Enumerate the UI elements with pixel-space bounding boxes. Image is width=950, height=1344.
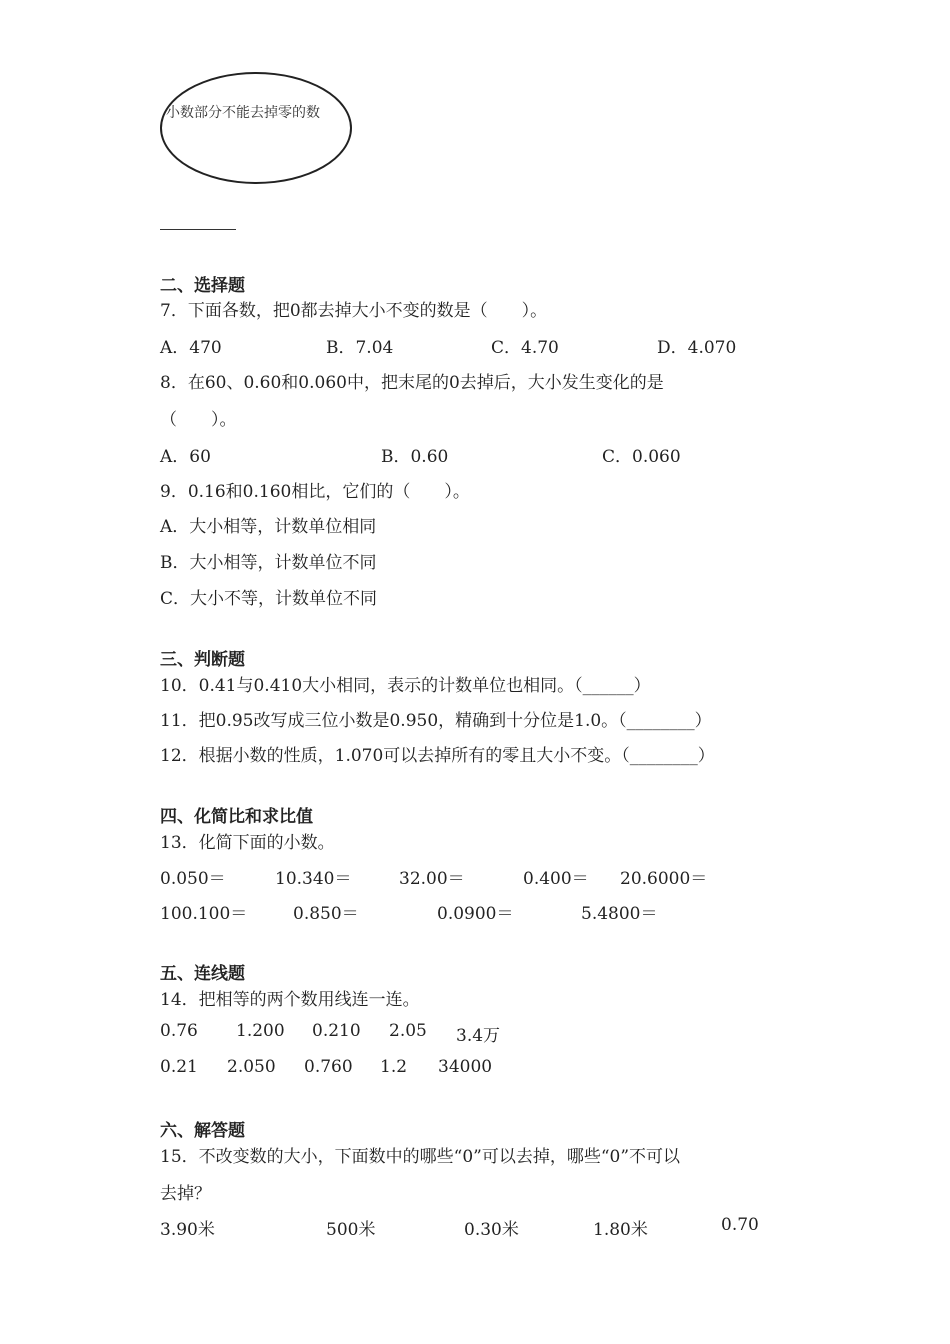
answer-blank-line (160, 229, 236, 230)
q14-top-item: 0.210 (312, 1021, 361, 1041)
ellipse-label: 小数部分不能去掉零的数 (166, 105, 320, 121)
q13-item: 32.00＝ (399, 869, 465, 889)
q13-item: 5.4800＝ (581, 904, 658, 924)
q7-option-d: D．4.070 (657, 338, 737, 358)
question-8-stem-cont: （ ）。 (160, 410, 237, 430)
q9-option-b: B．大小相等，计数单位不同 (160, 553, 377, 573)
q15-item: 0.30米 (464, 1220, 519, 1240)
q14-top-item: 1.200 (236, 1021, 285, 1041)
question-12: 12．根据小数的性质，1.070可以去掉所有的零且大小不变。（________） (160, 746, 715, 766)
q13-item: 0.850＝ (293, 904, 359, 924)
q13-item: 0.0900＝ (437, 904, 514, 924)
question-9-stem: 9．0.16和0.160相比，它们的（ ）。 (160, 482, 470, 502)
q13-item: 10.340＝ (275, 869, 352, 889)
q14-bottom-item: 2.050 (227, 1057, 276, 1077)
q13-item: 100.100＝ (160, 904, 248, 924)
question-11: 11．把0.95改写成三位小数是0.950，精确到十分位是1.0。（________） (160, 711, 712, 731)
q14-top-item: 2.05 (389, 1021, 427, 1041)
q9-option-a: A．大小相等，计数单位相同 (160, 517, 377, 537)
section-heading-simplify: 四、化简比和求比值 (160, 807, 313, 827)
q14-bottom-item: 34000 (438, 1057, 493, 1077)
q9-option-c: C．大小不等，计数单位不同 (160, 589, 378, 609)
section-heading-judge: 三、判断题 (160, 650, 245, 670)
q14-bottom-item: 0.21 (160, 1057, 198, 1077)
q8-option-c: C．0.060 (602, 447, 681, 467)
q14-bottom-item: 1.2 (380, 1057, 408, 1077)
q7-option-a: A．470 (160, 338, 222, 358)
q15-item: 1.80米 (593, 1220, 648, 1240)
q14-top-item: 3.4万 (456, 1026, 501, 1046)
question-15-stem-cont: 去掉？ (160, 1184, 211, 1204)
q15-item: 500米 (326, 1220, 376, 1240)
q14-top-item: 0.76 (160, 1021, 198, 1041)
q15-item: 3.90米 (160, 1220, 215, 1240)
q15-item: 0.70 (721, 1215, 759, 1235)
q8-option-b: B．0.60 (381, 447, 449, 467)
section-heading-choice: 二、选择题 (160, 276, 245, 296)
set-ellipse (160, 72, 352, 184)
q7-option-c: C．4.70 (491, 338, 559, 358)
question-8-stem: 8．在60、0.60和0.060中，把末尾的0去掉后，大小发生变化的是 (160, 373, 664, 393)
q14-bottom-item: 0.760 (304, 1057, 353, 1077)
q13-item: 0.400＝ (523, 869, 589, 889)
question-14-stem: 14．把相等的两个数用线连一连。 (160, 990, 420, 1010)
question-7-stem: 7．下面各数，把0都去掉大小不变的数是（ ）。 (160, 301, 548, 321)
q13-item: 20.6000＝ (620, 869, 708, 889)
question-13-stem: 13．化简下面的小数。 (160, 833, 335, 853)
q7-option-b: B．7.04 (326, 338, 394, 358)
section-heading-connect: 五、连线题 (160, 964, 245, 984)
question-15-stem: 15．不改变数的大小，下面数中的哪些“0”可以去掉，哪些“0”不可以 (160, 1147, 681, 1167)
q8-option-a: A．60 (160, 447, 211, 467)
section-heading-answer: 六、解答题 (160, 1121, 245, 1141)
question-10: 10．0.41与0.410大小相同，表示的计数单位也相同。（______） (160, 676, 651, 696)
q13-item: 0.050＝ (160, 869, 226, 889)
